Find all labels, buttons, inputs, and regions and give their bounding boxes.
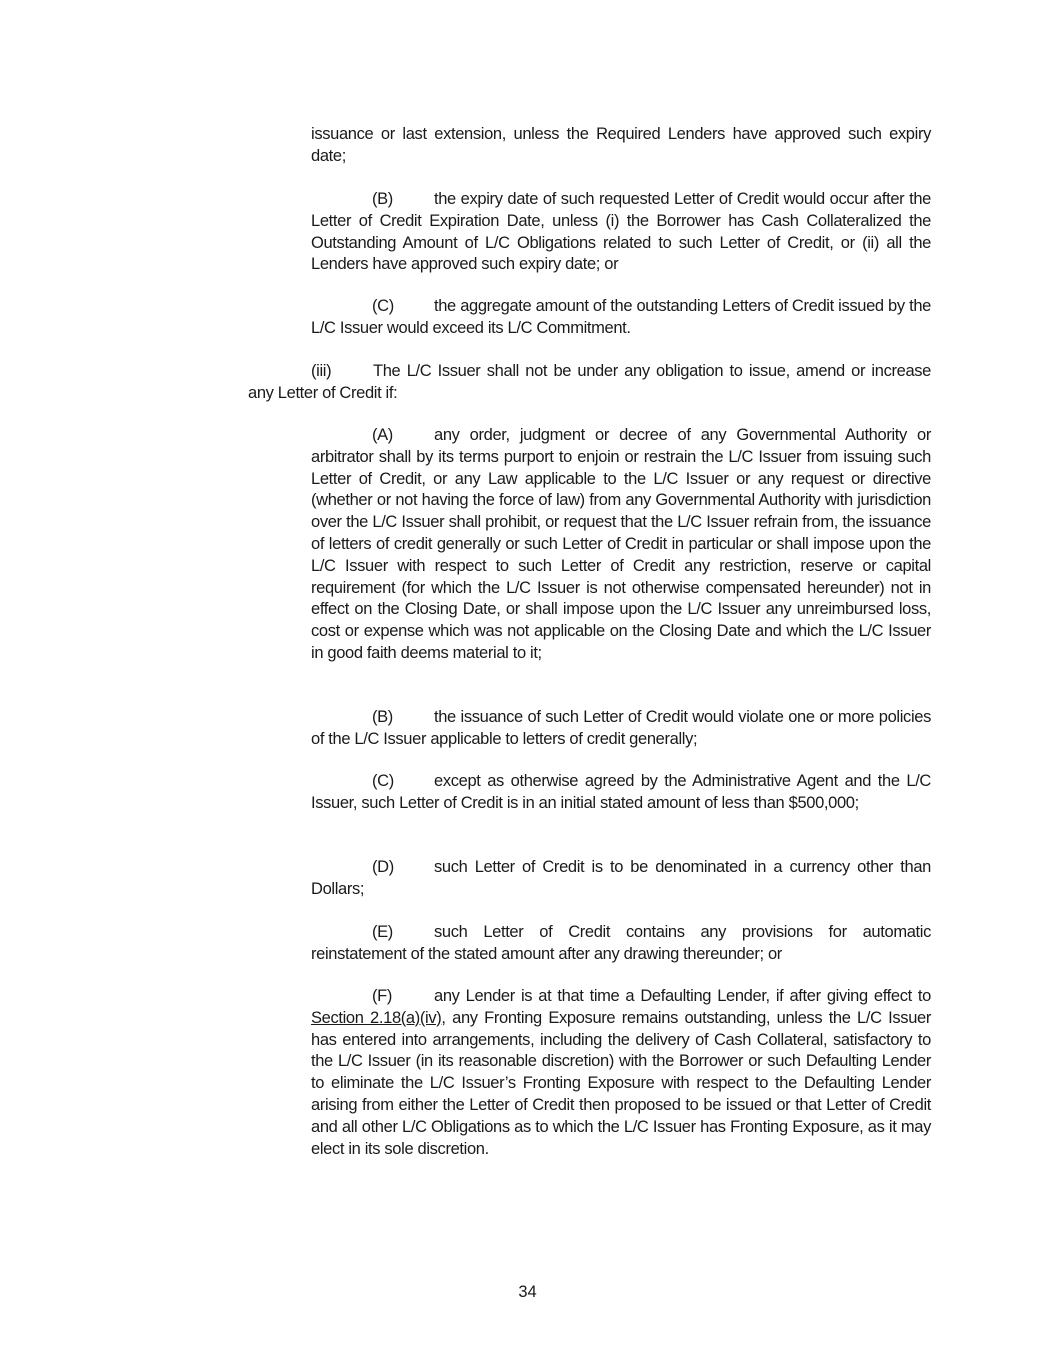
- continuation-paragraph: [311, 124, 931, 168]
- clause-label: (B): [372, 708, 393, 726]
- clause-ii-item-b: [311, 189, 931, 276]
- clause-text: The L/C Issuer shall not be under any obligation to issue, amend or increase any Letter of Credit if:: [248, 362, 931, 402]
- clause-text-before: any Lender is at that time a Defaulting Lender, if after giving effect to: [434, 987, 931, 1005]
- clause-label: (B): [372, 190, 393, 208]
- clause-iii-item-f: [311, 986, 931, 1160]
- clause-label: (D): [372, 858, 394, 876]
- clause-iii-item-d: [311, 857, 931, 901]
- clause-iii-item-c: [311, 771, 931, 815]
- clause-text: except as otherwise agreed by the Administrative Agent and the L/C Issuer, such Letter of Credit is in an initial stated amount of less than $500,000;: [311, 772, 931, 812]
- clause-label: (E): [372, 923, 393, 941]
- clause-iii: [248, 361, 931, 405]
- clause-ii-item-c: [311, 296, 931, 340]
- clause-text: the expiry date of such requested Letter of Credit would occur after the Letter of Credit Expiration Date, unless (i) the Borrower has Cash Collateralized the Outstanding Amount of L/C Obligations related to such Letter of Credit, or (ii) all the Lenders have approved such expiry date; or: [311, 190, 931, 274]
- clause-text: the aggregate amount of the outstanding Letters of Credit issued by the L/C Issuer would exceed its L/C Commitment.: [311, 297, 931, 337]
- clause-iii-item-e: [311, 922, 931, 966]
- clause-label: (iii): [311, 362, 332, 380]
- clause-label: (A): [372, 426, 393, 444]
- clause-text: such Letter of Credit contains any provisions for automatic reinstatement of the stated amount after any drawing thereunder; or: [311, 923, 931, 963]
- clause-label: (C): [372, 297, 394, 315]
- clause-text: such Letter of Credit is to be denominated in a currency other than Dollars;: [311, 858, 931, 898]
- clause-iii-item-b: [311, 707, 931, 751]
- clause-label: (F): [372, 987, 393, 1005]
- clause-text: the issuance of such Letter of Credit would violate one or more policies of the L/C Issuer applicable to letters of credit generally;: [311, 708, 931, 748]
- section-reference-link[interactable]: Section 2.18(a)(iv): [311, 1008, 442, 1027]
- clause-iii-item-a: [311, 425, 931, 665]
- clause-text: any order, judgment or decree of any Governmental Authority or arbitrator shall by its terms purport to enjoin or restrain the L/C Issuer from issuing such Letter of Credit, or any Law applicable to the L/C Issuer or any request or directive (whether or not having the force of law) from any Governmental Authority with jurisdiction over the L/C Issuer shall prohibit, or request that the L/C Issuer refrain from, the issuance of letters of credit generally or such Letter of Credit in particular or shall impose upon the L/C Issuer with respect to such Letter of Credit any restriction, reserve or capital requirement (for which the L/C Issuer is not otherwise compensated hereunder) not in effect on the Closing Date, or shall impose upon the L/C Issuer any unreimbursed loss, cost or expense which was not applicable on the Closing Date and which the L/C Issuer in good faith deems material to it;: [311, 426, 931, 662]
- continuation-text: issuance or last extension, unless the Required Lenders have approved such expiry date;: [311, 125, 931, 165]
- clause-text-after: , any Fronting Exposure remains outstanding, unless the L/C Issuer has entered into arrangements, including the delivery of Cash Collateral, satisfactory to the L/C Issuer (in its reasonable discretion) with the Borrower or such Defaulting Lender to eliminate the L/C Issuer’s Fronting Exposure with respect to the Defaulting Lender arising from either the Letter of Credit then proposed to be issued or that Letter of Credit and all other L/C Obligations as to which the L/C Issuer has Fronting Exposure, as it may elect in its sole discretion.: [311, 1008, 931, 1158]
- page-number: 34: [518, 1283, 537, 1301]
- clause-label: (C): [372, 772, 394, 790]
